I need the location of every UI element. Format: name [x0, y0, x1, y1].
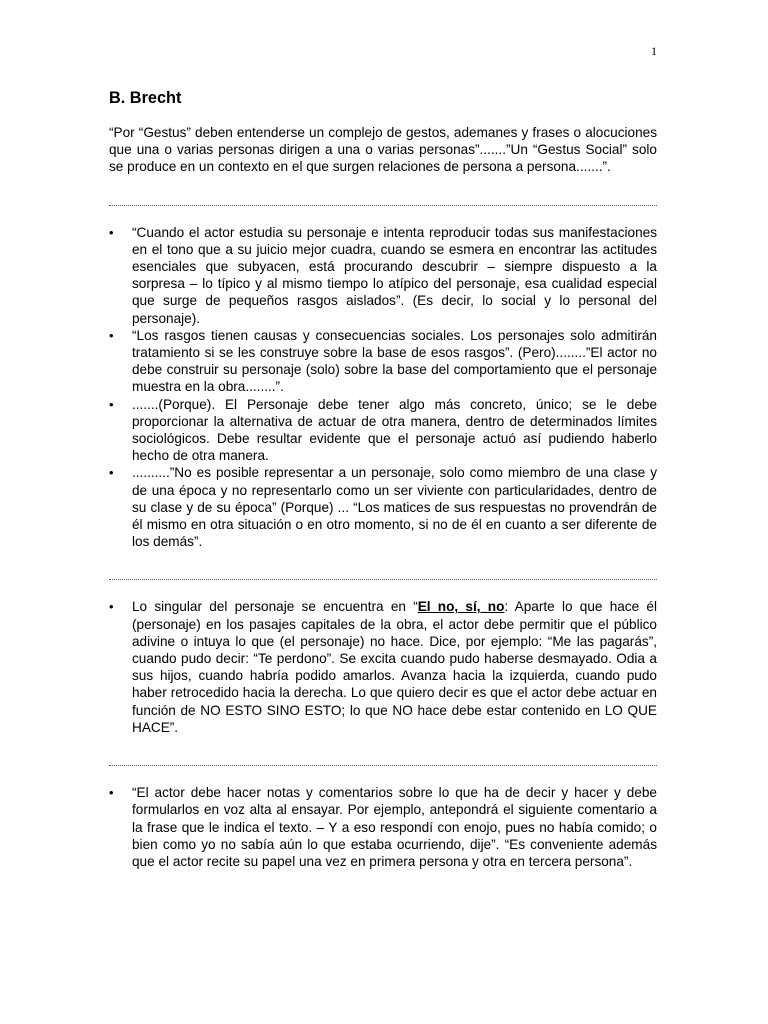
bullet-icon: • [109, 396, 114, 412]
emphasis-text: El no, sí, no [417, 599, 505, 615]
list-item [109, 784, 657, 870]
section-heading: B. Brecht [109, 89, 182, 107]
bullet-icon: • [109, 224, 114, 240]
bullet-icon: • [109, 785, 114, 801]
list-item [109, 464, 657, 550]
dotted-separator [109, 748, 657, 766]
list-item-text: ..........”No es posible representar a un personaje, solo como miembro de una clase y de una época y no representarlo como un ser viviente con particularidades, dentro de su clase y de su época” (Porque) ... “Los matices de sus respuestas no provendrán de él mismo en otra situación o en otro momento, si no de él en cuanto a ser diferente de los demás”. [132, 465, 657, 550]
list-item [109, 224, 657, 327]
bullet-list-3 [109, 784, 657, 870]
bullet-list-1 [109, 224, 657, 551]
list-item-text [132, 599, 657, 734]
bullet-list-2 [109, 598, 657, 736]
bullet-icon: • [109, 465, 114, 481]
dotted-separator [109, 188, 657, 206]
page-number: 1 [651, 44, 657, 58]
intro-paragraph: “Por “Gestus” deben entenderse un complejo de gestos, ademanes y frases o alocuciones que una o varias personas dirigen a una o varias personas”.......”Un “Gestus Social” solo se produce en un contexto en el que surgen relaciones de persona a persona.......”. [109, 125, 657, 175]
list-item-text: “Cuando el actor estudia su personaje e intenta reproducir todas sus manifestaciones en el tono que a su juicio mejor cuadra, cuando se esmera en encontrar las actitudes esenciales que subyacen, está procurando descubrir – siempre dispuesto a la sorpresa – lo típico y al mismo tiempo lo atípico del personaje, esa cualidad especial que surge de pequeños rasgos aislados”. (Es decir, lo social y lo personal del personaje). [132, 224, 657, 326]
text-run: : Aparte lo que hace él (personaje) en los pasajes capitales de la obra, el actor debe permitir que el público adivine o intuya lo que (el personaje) no hace. Dice, por ejemplo: “Me las pagarás”, cuando pudo decir: “Te perdono”. Se excita cuando pudo haberse desmayado. Odia a sus hijos, cuando habría podido amarlos. Avanza hacia la izquierda, cuando pudo haber retrocedido hacia la derecha. Lo que quiero decir es que el actor debe actuar en función de NO ESTO SINO ESTO; lo que NO hace debe estar contenido en LO QUE HACE”. [132, 599, 657, 735]
list-item [109, 396, 657, 465]
bullet-icon: • [109, 599, 114, 615]
text-run: Lo singular del personaje se encuentra en “ [132, 599, 418, 615]
list-item-text: “El actor debe hacer notas y comentarios sobre lo que ha de decir y hacer y debe formularlos en voz alta al ensayar. Por ejemplo, antepondrá el siguiente comentario a la frase que le indica el texto. – Y a eso respondí con enojo, pues no había comido; o bien como yo no sabía aún lo que estaba ocurriendo, dije”. “Es conveniente además que el actor recite su papel una vez en primera persona y otra en tercera persona”. [132, 785, 657, 869]
list-item-text: “Los rasgos tienen causas y consecuencias sociales. Los personajes solo admitirán tratamiento si se les construye sobre la base de esos rasgos”. (Pero)........”El actor no debe construir su personaje (solo) sobre la base del comportamiento que el personaje muestra en la obra........”. [132, 327, 657, 395]
list-item [109, 598, 657, 736]
list-item [109, 327, 657, 396]
list-item-text: .......(Porque). El Personaje debe tener algo más concreto, único; se le debe proporcionar la alternativa de actuar de otra manera, dentro de determinados límites sociológicos. Debe resultar evidente que el personaje actuó así pudiendo haberlo hecho de otra manera. [132, 396, 657, 464]
document-body [109, 88, 657, 870]
bullet-icon: • [109, 327, 114, 343]
dotted-separator [109, 562, 657, 580]
